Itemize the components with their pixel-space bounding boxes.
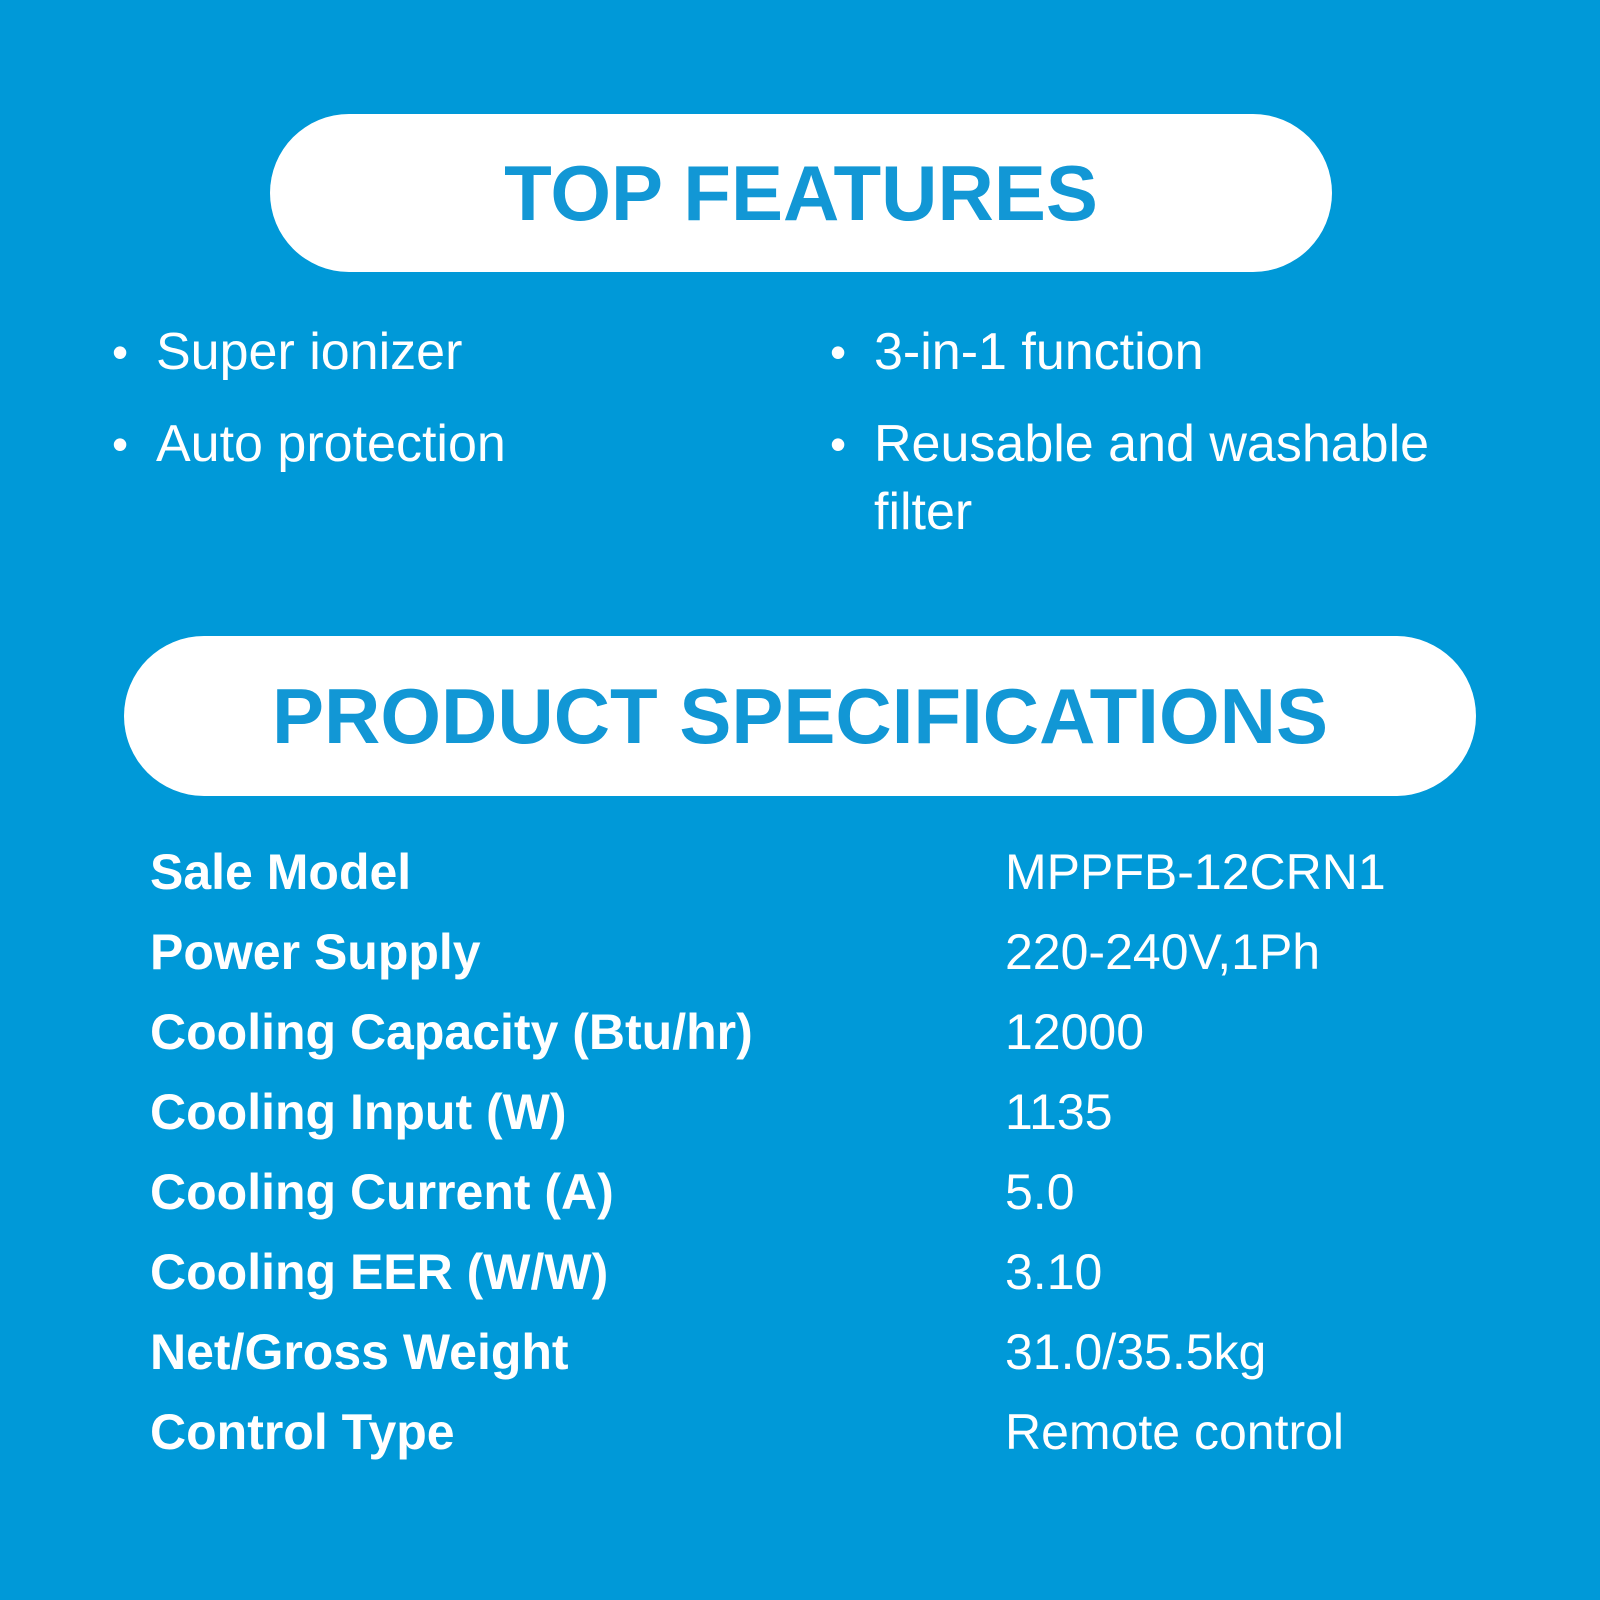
spec-value: 1135 [1005, 1084, 1113, 1140]
feature-item [830, 318, 1480, 386]
product-specifications-header-pill [124, 636, 1476, 796]
bullet-icon: • [830, 418, 847, 470]
bullet-icon: • [112, 418, 129, 470]
spec-label: Cooling Capacity (Btu/hr) [150, 1004, 753, 1060]
feature-text: Auto protection [156, 415, 506, 473]
top-features-header-pill [270, 114, 1332, 272]
spec-value: Remote control [1005, 1404, 1345, 1460]
spec-value: 31.0/35.5kg [1005, 1324, 1267, 1380]
spec-label: Power Supply [150, 924, 481, 980]
bullet-icon: • [830, 326, 847, 378]
table-row [150, 1152, 1480, 1232]
spec-value: 5.0 [1005, 1164, 1075, 1220]
bullet-icon: • [112, 326, 129, 378]
product-specifications-title: PRODUCT SPECIFICATIONS [272, 671, 1328, 760]
table-row [150, 992, 1480, 1072]
feature-text: 3-in-1 function [874, 323, 1204, 381]
features-column-left [112, 318, 752, 502]
spec-label: Sale Model [150, 844, 412, 900]
top-features-title: TOP FEATURES [504, 148, 1098, 237]
feature-item [112, 410, 752, 478]
feature-text: Reusable and washable filter [874, 415, 1430, 541]
feature-text: Super ionizer [156, 323, 463, 381]
spec-value: 3.10 [1005, 1244, 1103, 1300]
table-row [150, 1312, 1480, 1392]
spec-value: 12000 [1005, 1004, 1145, 1060]
table-row [150, 1072, 1480, 1152]
table-row [150, 832, 1480, 912]
spec-label: Net/Gross Weight [150, 1324, 569, 1380]
spec-label: Cooling Input (W) [150, 1084, 567, 1140]
spec-label: Cooling Current (A) [150, 1164, 614, 1220]
table-row [150, 912, 1480, 992]
spec-label: Control Type [150, 1404, 455, 1460]
table-row [150, 1232, 1480, 1312]
spec-value: MPPFB-12CRN1 [1005, 844, 1386, 900]
feature-item [112, 318, 752, 386]
feature-item [830, 410, 1480, 546]
spec-label: Cooling EER (W/W) [150, 1244, 609, 1300]
table-row [150, 1392, 1480, 1472]
features-column-right [830, 318, 1480, 570]
spec-value: 220-240V,1Ph [1005, 924, 1321, 980]
specifications-table [150, 832, 1480, 1472]
